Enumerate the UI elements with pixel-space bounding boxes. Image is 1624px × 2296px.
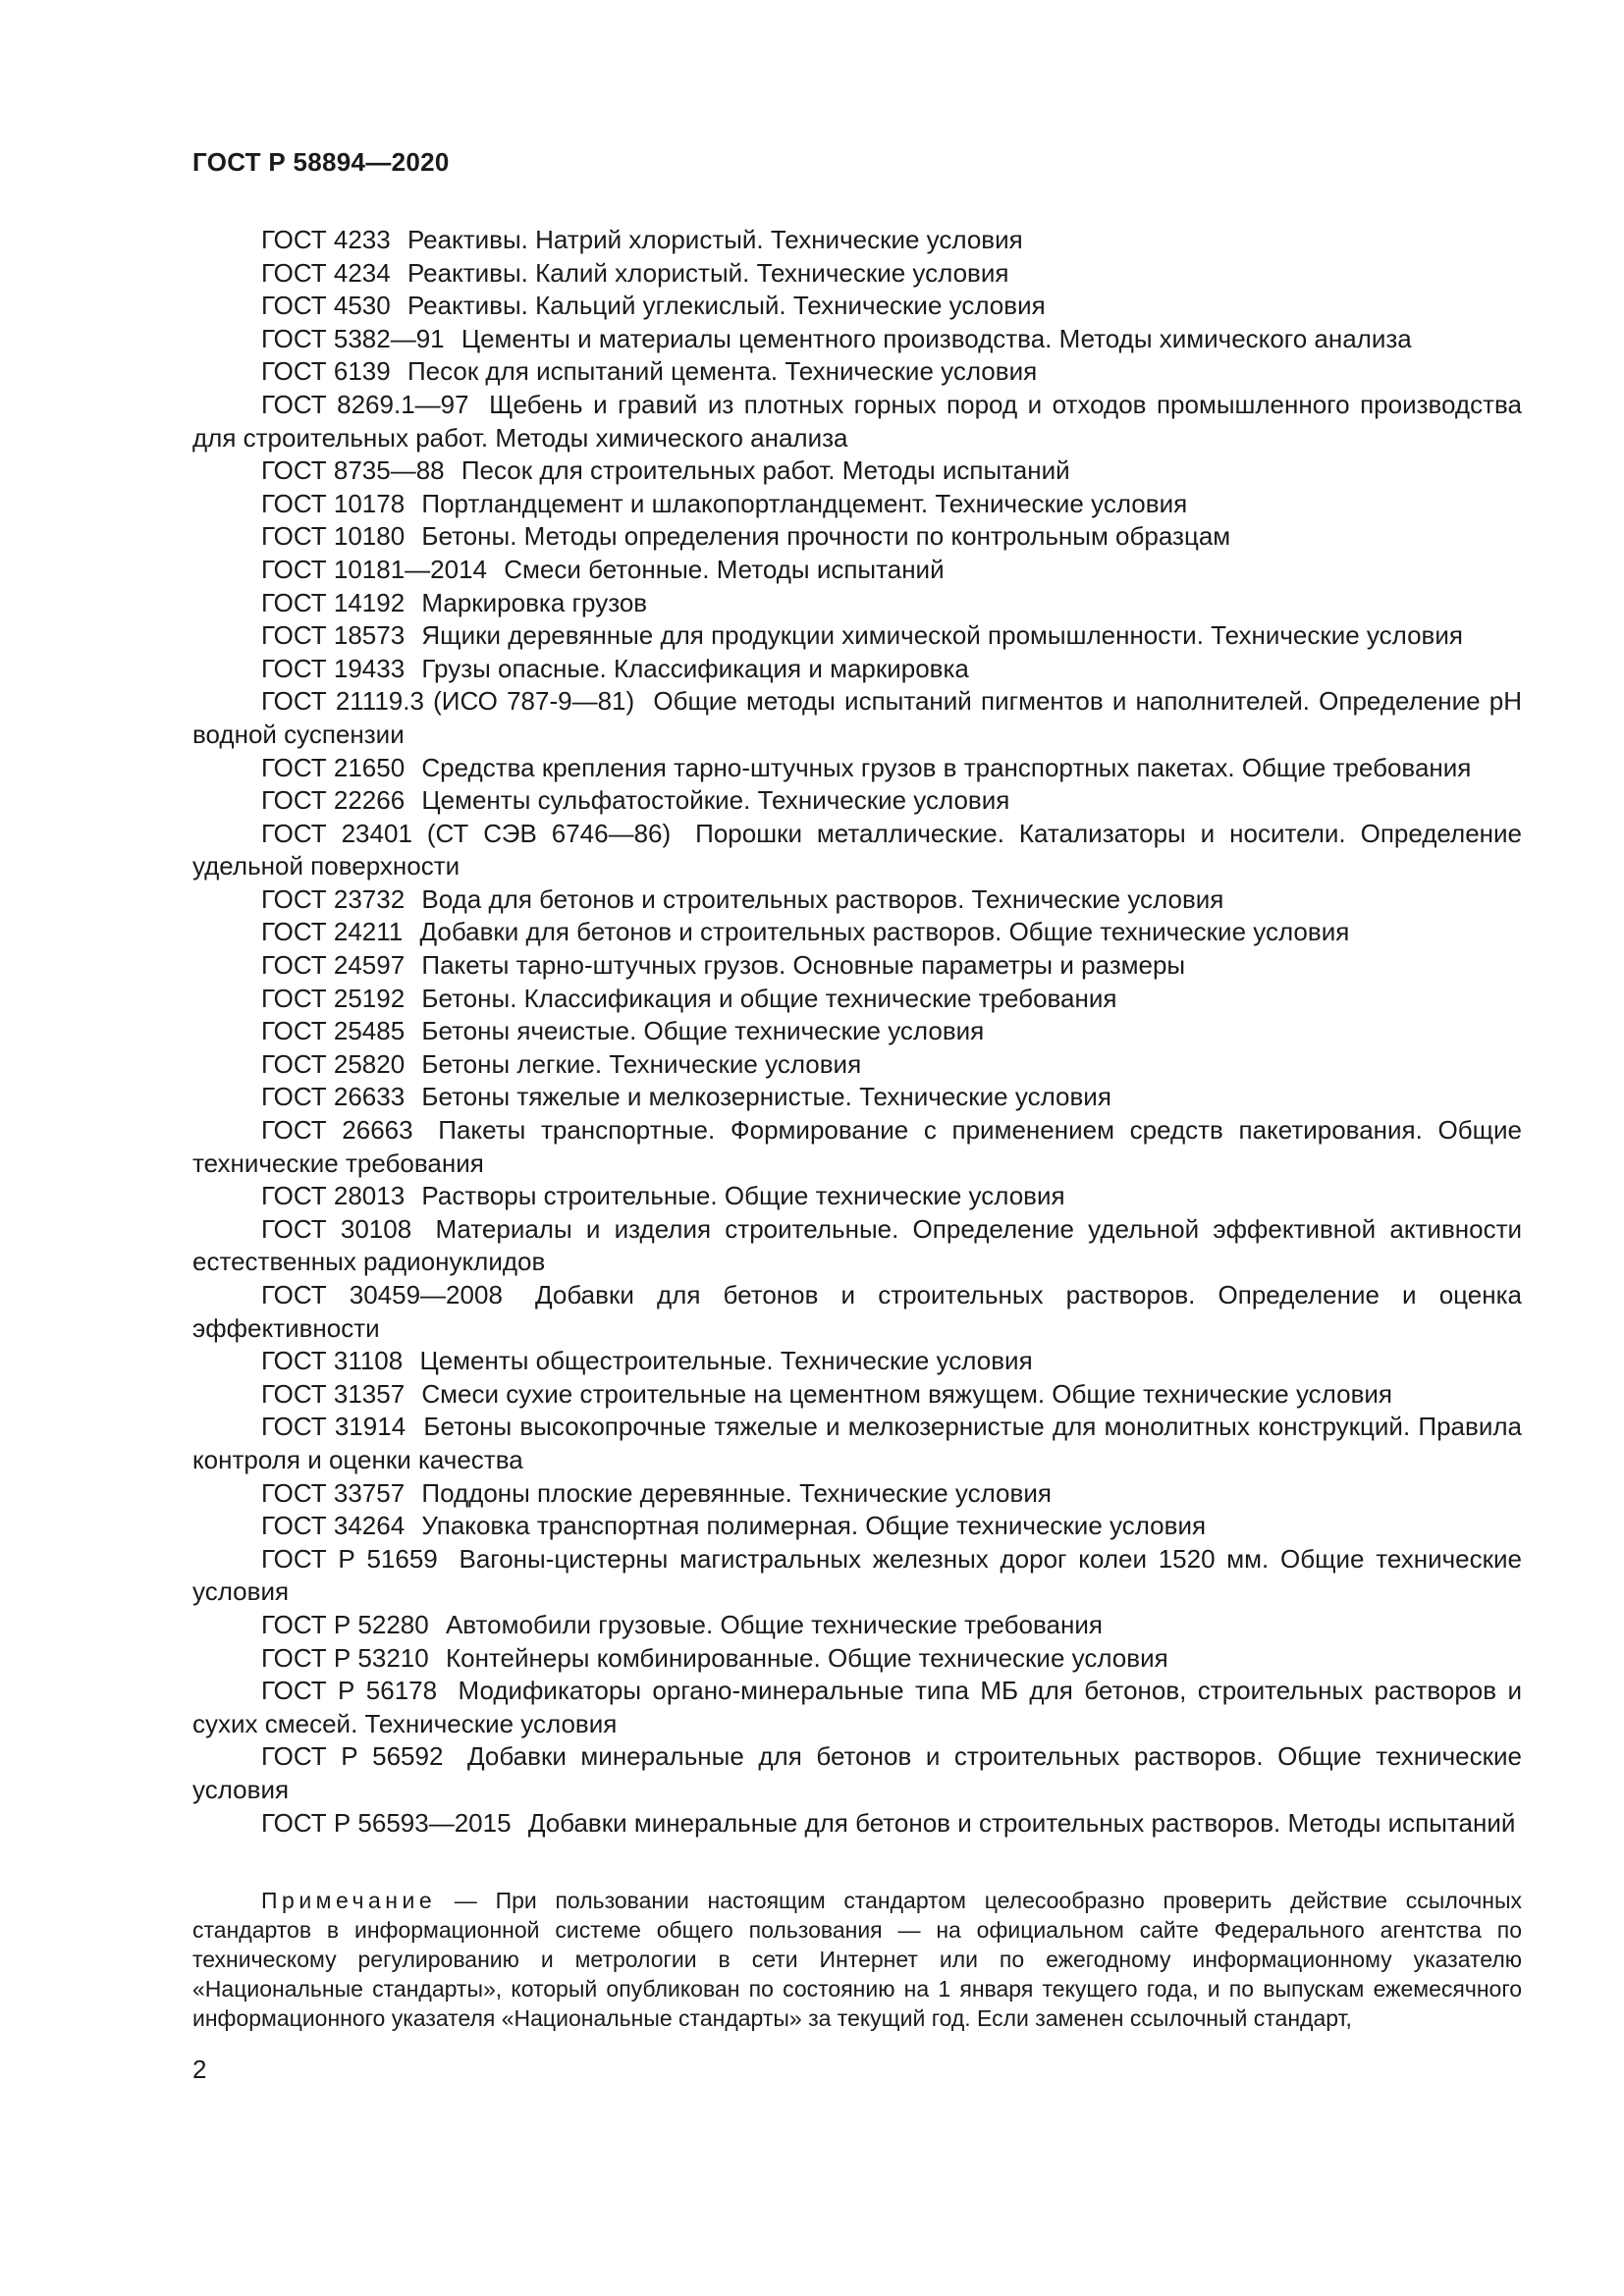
reference-code: ГОСТ 28013 [261,1181,406,1211]
reference-title: Бетоны высокопрочные тяжелые и мелкозернистые для монолитных конструкций. Правила контроля и оценки качества [192,1412,1522,1474]
reference-item [192,1114,1522,1180]
reference-item [192,1411,1522,1476]
reference-title: Материалы и изделия строительные. Определение удельной эффективной активности естественных радионуклидов [192,1213,1523,1277]
reference-item [192,587,1522,620]
reference-title: Контейнеры комбинированные. Общие технические условия [445,1642,1168,1673]
reference-code: ГОСТ 24597 [261,950,406,981]
reference-code: ГОСТ 21650 [261,752,406,782]
reference-title: Портландцемент и шлакопортландцемент. Технические условия [421,488,1188,518]
reference-item [192,323,1522,356]
reference-code: ГОСТ 10180 [261,521,406,552]
reference-title: Бетоны легкие. Технические условия [421,1048,862,1079]
reference-code: ГОСТ 8735—88 [261,455,445,486]
reference-item [192,1345,1522,1378]
reference-title: Песок для строительных работ. Методы испытаний [460,455,1070,486]
reference-title: Вода для бетонов и строительных растворов. Технические условия [421,883,1224,914]
reference-title: Модификаторы органо-минеральные типа МБ для бетонов, строительных растворов и сухих смесей. Технические условия [192,1676,1522,1738]
reference-item [192,554,1522,587]
reference-title: Реактивы. Натрий хлористый. Технические условия [406,225,1023,254]
reference-item [192,1807,1522,1841]
reference-title: Упаковка транспортная полимерная. Общие технические условия [421,1511,1207,1541]
reference-code: ГОСТ 25192 [261,983,406,1013]
reference-title: Бетоны тяжелые и мелкозернистые. Технические условия [421,1082,1111,1112]
note-paragraph [192,1886,1522,2033]
reference-item [192,619,1522,653]
reference-code: ГОСТ Р 53210 [261,1642,429,1673]
reference-code: ГОСТ 8269.1—97 [261,389,469,419]
reference-code: ГОСТ 34264 [261,1511,406,1541]
reference-item [192,1510,1522,1543]
reference-title: Средства крепления тарно-штучных грузов в транспортных пакетах. Общие требования [421,752,1472,782]
reference-item [192,1279,1522,1345]
reference-title: Бетоны. Методы определения прочности по контрольным образцам [421,521,1231,552]
reference-title: Грузы опасные. Классификация и маркировка [421,653,969,683]
reference-title: Маркировка грузов [421,587,648,617]
reference-code: ГОСТ 23401 (СТ СЭВ 6746—86) [261,818,672,848]
reference-code: ГОСТ 31914 [261,1412,406,1442]
reference-title: Бетоны ячеистые. Общие технические условия [421,1016,985,1046]
reference-code: ГОСТ 30459—2008 [261,1280,503,1309]
reference-title: Бетоны. Классификация и общие технические требования [421,983,1117,1013]
reference-item [192,949,1522,983]
reference-title: Общие методы испытаний пигментов и наполнителей. Определение pH водной суспензии [192,686,1522,749]
reference-code: ГОСТ Р 56592 [261,1741,444,1772]
reference-title: Щебень и гравий из плотных горных пород и отходов промышленного производства для строительных работ. Методы химического анализа [192,389,1522,453]
reference-item [192,1180,1522,1213]
reference-code: ГОСТ 30108 [261,1213,412,1244]
reference-item [192,916,1522,949]
reference-code: ГОСТ 6139 [261,356,391,387]
reference-title: Добавки для бетонов и строительных растворов. Общие технические условия [419,917,1350,947]
reference-title: Растворы строительные. Общие технические условия [421,1181,1065,1211]
reference-title: Добавки для бетонов и строительных растворов. Определение и оценка эффективности [192,1280,1522,1343]
reference-item [192,685,1522,751]
reference-code: ГОСТ 4530 [261,291,391,321]
reference-item [192,1378,1522,1412]
reference-item [192,1642,1522,1676]
reference-item [192,983,1522,1016]
note-label: Примечание [261,1888,437,1913]
reference-item [192,1081,1522,1114]
reference-code: ГОСТ 26633 [261,1082,406,1112]
page-number: 2 [192,2055,207,2084]
reference-code: ГОСТ 22266 [261,785,406,816]
reference-item [192,1609,1522,1642]
reference-code: ГОСТ 25820 [261,1048,406,1079]
reference-title: Реактивы. Калий хлористый. Технические условия [406,257,1009,288]
reference-item [192,454,1522,488]
reference-item [192,355,1522,389]
reference-title: Добавки минеральные для бетонов и строительных растворов. Методы испытаний [527,1807,1516,1838]
reference-code: ГОСТ Р 56178 [261,1676,438,1706]
reference-code: ГОСТ 10181—2014 [261,554,488,584]
reference-code: ГОСТ 18573 [261,620,406,651]
reference-title: Смеси бетонные. Методы испытаний [504,554,945,584]
reference-title: Вагоны-цистерны магистральных железных дорог колеи 1520 мм. Общие технические условия [192,1543,1522,1607]
reference-code: ГОСТ 31357 [261,1378,406,1409]
reference-item [192,1477,1522,1511]
reference-item [192,1543,1522,1609]
reference-item [192,1675,1522,1740]
reference-item [192,290,1522,323]
reference-item [192,653,1522,686]
reference-code: ГОСТ 33757 [261,1477,406,1508]
reference-code: ГОСТ 26663 [261,1115,413,1146]
reference-item [192,752,1522,785]
reference-code: ГОСТ 24211 [261,917,404,947]
reference-item [192,883,1522,917]
reference-item [192,520,1522,554]
reference-code: ГОСТ 4233 [261,225,391,254]
reference-title: Пакеты тарно-штучных грузов. Основные параметры и размеры [421,950,1186,981]
reference-code: ГОСТ Р 56593—2015 [261,1807,512,1838]
reference-title: Цементы и материалы цементного производства. Методы химического анализа [460,323,1412,353]
reference-title: Реактивы. Кальций углекислый. Технические условия [406,291,1046,321]
reference-code: ГОСТ Р 52280 [261,1609,429,1639]
reference-item [192,1048,1522,1082]
reference-title: Поддоны плоские деревянные. Технические условия [421,1477,1052,1508]
reference-item [192,1015,1522,1048]
reference-code: ГОСТ 23732 [261,883,406,914]
reference-code: ГОСТ 5382—91 [261,323,445,353]
reference-item [192,389,1522,454]
reference-title: Добавки минеральные для бетонов и строительных растворов. Общие технические условия [192,1741,1522,1804]
reference-title: Пакеты транспортные. Формирование с применением средств пакетирования. Общие технические требования [192,1115,1522,1178]
reference-item [192,784,1522,818]
document-header: ГОСТ Р 58894—2020 [192,147,450,177]
reference-title: Песок для испытаний цемента. Технические условия [406,356,1038,387]
reference-title: Цементы сульфатостойкие. Технические условия [421,785,1010,816]
reference-code: ГОСТ 14192 [261,587,406,617]
reference-code: ГОСТ Р 51659 [261,1543,438,1574]
reference-code: ГОСТ 19433 [261,653,406,683]
reference-code: ГОСТ 25485 [261,1016,406,1046]
reference-title: Смеси сухие строительные на цементном вяжущем. Общие технические условия [421,1378,1393,1409]
reference-title: Цементы общестроительные. Технические условия [419,1346,1033,1376]
reference-item [192,1740,1522,1806]
reference-code: ГОСТ 31108 [261,1346,404,1376]
reference-code: ГОСТ 21119.3 (ИСО 787-9—81) [261,686,635,717]
reference-title: Порошки металлические. Катализаторы и носители. Определение удельной поверхности [192,818,1522,881]
reference-title: Ящики деревянные для продукции химической промышленности. Технические условия [421,620,1463,651]
reference-item [192,488,1522,521]
reference-title: Автомобили грузовые. Общие технические требования [445,1609,1103,1639]
normative-references-list [192,224,1522,1840]
reference-code: ГОСТ 10178 [261,488,406,518]
note-text: — При пользовании настоящим стандартом целесообразно проверить действие ссылочных стандартов в информационной системе общего пользования — на официальном сайте Федерального агентства по техническому регулированию и метрологии в сети Интернет или по ежегодному информационному указателю «Национальные стандарты», который опубликован по состоянию на 1 января текущего года, и по выпускам ежемесячного информационного указателя «Национальные стандарты» за текущий год. Если заменен ссылочный стандарт, [192,1888,1522,2031]
reference-item [192,1213,1522,1279]
reference-item [192,818,1522,883]
reference-code: ГОСТ 4234 [261,257,391,288]
reference-item [192,224,1522,257]
reference-item [192,257,1522,291]
